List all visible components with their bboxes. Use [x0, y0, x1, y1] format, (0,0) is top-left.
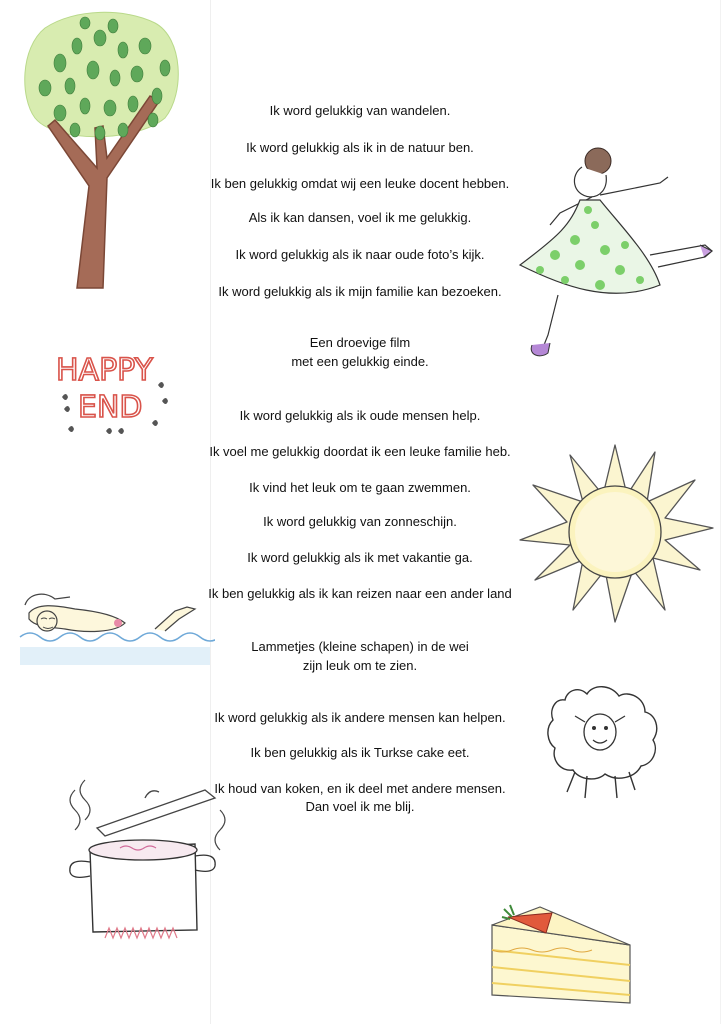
tree-icon: [15, 8, 185, 293]
poem-line: Lammetjes (kleine schapen) in de wei: [251, 639, 469, 654]
poem-line: Ik word gelukkig als ik andere mensen kan helpen.: [214, 710, 506, 725]
swimmer-icon: [15, 585, 215, 670]
sheep-icon: [545, 680, 665, 805]
poem-line: zijn leuk om te zien.: [302, 658, 418, 673]
poem-line: Ik houd van koken, en ik deel met andere mensen.: [214, 781, 506, 796]
poem-line: Ik word gelukkig van wandelen.: [269, 103, 451, 118]
happy-end-drawing: [48, 335, 178, 445]
page-fold: [720, 0, 721, 1024]
poem-line: Ik voel me gelukkig doordat ik een leuke familie heb.: [209, 444, 511, 459]
cooking-pot-icon: [45, 770, 260, 965]
poem-line: Ik ben gelukkig omdat wij een leuke docent hebben.: [210, 176, 510, 191]
poem-line: Ik vind het leuk om te gaan zwemmen.: [249, 480, 471, 495]
poem-line: met een gelukkig einde.: [291, 354, 429, 369]
poem-line: Een droevige film: [309, 335, 411, 350]
sun-icon: [515, 440, 715, 625]
poem-line: Als ik kan dansen, voel ik me gelukkig.: [248, 210, 472, 225]
poem-line: Ik word gelukkig als ik in de natuur ben.: [246, 140, 474, 155]
poem-line: Ik word gelukkig als ik oude mensen help.: [239, 408, 481, 423]
poem-line: Ik ben gelukkig als ik kan reizen naar een ander land: [208, 586, 512, 601]
happy-end-word: HAPPY: [56, 353, 153, 388]
poem-line: Dan voel ik me blij.: [305, 799, 415, 814]
poem-line: Ik word gelukkig als ik mijn familie kan bezoeken.: [218, 284, 502, 299]
dancer-icon: [500, 145, 720, 365]
poem-line: Ik word gelukkig als ik met vakantie ga.: [247, 550, 473, 565]
poem-line: Ik ben gelukkig als ik Turkse cake eet.: [250, 745, 470, 760]
poem-line: Ik word gelukkig als ik naar oude foto’s kijk.: [235, 247, 485, 262]
cake-icon: [480, 895, 645, 1010]
happy-end-word: END: [78, 390, 143, 425]
poem-line: Ik word gelukkig van zonneschijn.: [263, 514, 457, 529]
